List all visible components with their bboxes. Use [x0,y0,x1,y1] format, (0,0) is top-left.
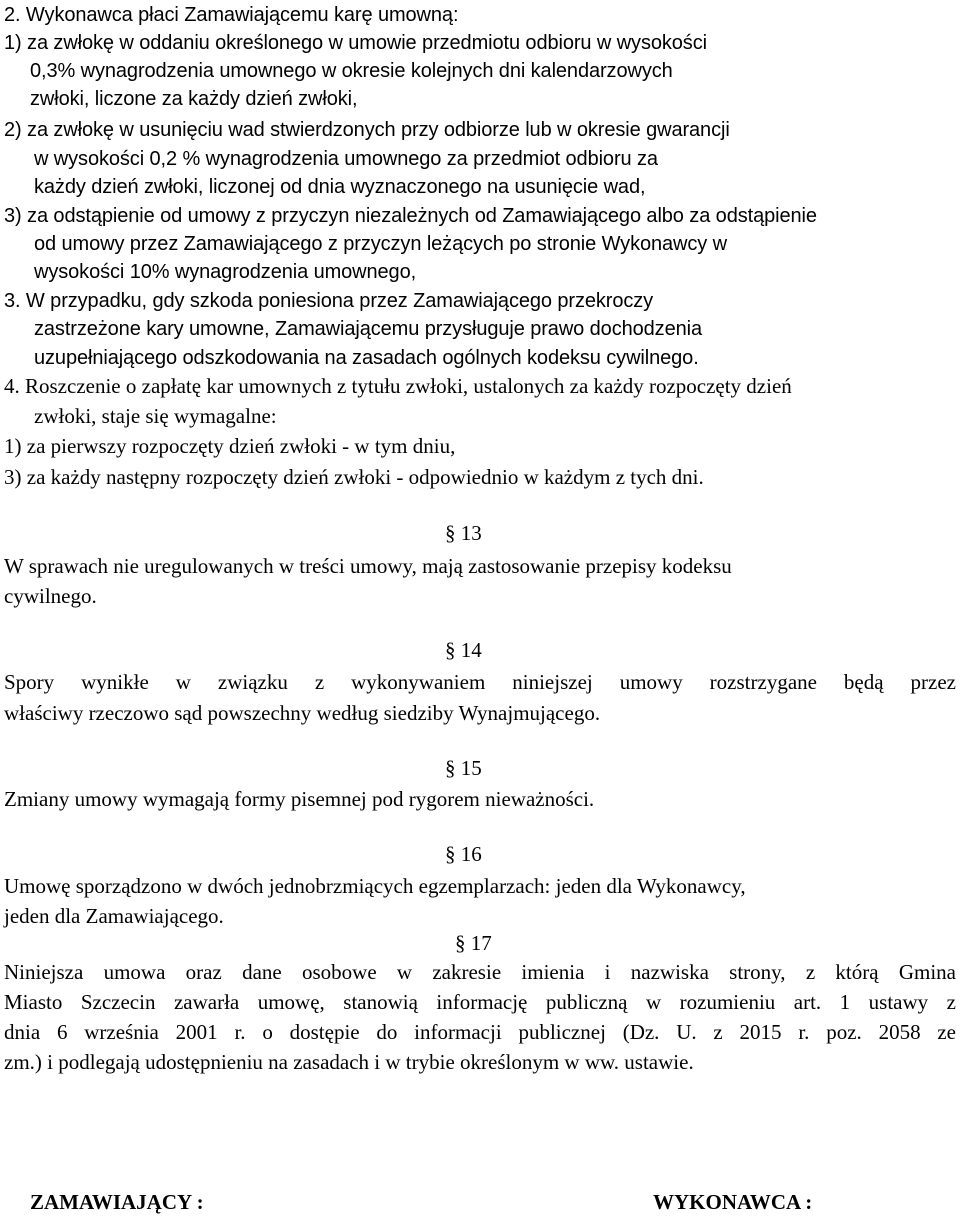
point3-line3: uzupełniającego odszkodowania na zasadach ogólnych kodeksu cywilnego. [34,347,699,369]
penalty-item3-line1: 3) za odstąpienie od umowy z przyczyn niezależnych od Zamawiającego albo za odstąpienie [4,205,817,227]
section-16-heading: § 16 [445,842,482,866]
section-14-line1: Spory wynikłe w związku z wykonywaniem niniejszej umowy rozstrzygane będą przez [4,670,956,694]
point4-line1: 4. Roszczenie o zapłatę kar umownych z tytułu zwłoki, ustalonych za każdy rozpoczęty dzień [4,374,792,398]
section-17-line4: zm.) i podlegają udostępnieniu na zasadach i w trybie określonym w ww. ustawie. [4,1050,694,1074]
penalty-item3-line3: wysokości 10% wynagrodzenia umownego, [34,261,417,283]
section-15-line1: Zmiany umowy wymagają formy pisemnej pod rygorem nieważności. [4,787,595,811]
section-17-heading: § 17 [455,931,492,955]
section-13-heading: § 13 [445,521,482,545]
penalty-item3-line2: od umowy przez Zamawiającego z przyczyn leżących po stronie Wykonawcy w [34,233,727,255]
penalty-item1-line3: zwłoki, liczone za każdy dzień zwłoki, [30,88,358,110]
penalty-item1-line2: 0,3% wynagrodzenia umownego w okresie kolejnych dni kalendarzowych [30,60,673,82]
section-13-line1: W sprawach nie uregulowanych w treści umowy, mają zastosowanie przepisy kodeksu [4,554,732,578]
section-16-line1: Umowę sporządzono w dwóch jednobrzmiących egzemplarzach: jeden dla Wykonawcy, [4,874,746,898]
penalty-item2-line3: każdy dzień zwłoki, liczonej od dnia wyznaczonego na usunięcie wad, [34,176,646,198]
point4-item-3: 3) za każdy następny rozpoczęty dzień zwłoki - odpowiednio w każdym z tych dni. [4,465,704,489]
penalty-item2-line2: w wysokości 0,2 % wynagrodzenia umownego za przedmiot odbioru za [34,148,658,170]
section-14-heading: § 14 [445,638,482,662]
section-17-line1: Niniejsza umowa oraz dane osobowe w zakresie imienia i nazwiska strony, z którą Gmina [4,960,956,984]
section-17-line2: Miasto Szczecin zawarła umowę, stanowią informację publiczną w rozumieniu art. 1 ustawy z [4,990,956,1014]
signature-client: ZAMAWIAJĄCY : [30,1190,204,1214]
section-16-line2: jeden dla Zamawiającego. [4,904,224,928]
section-14-line2: właściwy rzeczowo sąd powszechny według siedziby Wynajmującego. [4,701,601,725]
point3-line1: 3. W przypadku, gdy szkoda poniesiona przez Zamawiającego przekroczy [4,290,654,312]
section-13-line2: cywilnego. [4,584,97,608]
section-17-line3: dnia 6 września 2001 r. o dostępie do informacji publicznej (Dz. U. z 2015 r. poz. 2058 ze [4,1020,956,1044]
signature-contractor: WYKONAWCA : [653,1190,813,1214]
point4-line2: zwłoki, staje się wymagalne: [34,404,277,428]
penalty-item1-line1: 1) za zwłokę w oddaniu określonego w umowie przedmiotu odbioru w wysokości [4,32,707,54]
penalty-intro: 2. Wykonawca płaci Zamawiającemu karę umowną: [4,4,459,26]
penalty-item2-line1: 2) za zwłokę w usunięciu wad stwierdzonych przy odbiorze lub w okresie gwarancji [4,119,730,141]
point4-item-1: 1) za pierwszy rozpoczęty dzień zwłoki - w tym dniu, [4,434,456,458]
point3-line2: zastrzeżone kary umowne, Zamawiającemu przysługuje prawo dochodzenia [34,318,702,340]
section-15-heading: § 15 [445,756,482,780]
